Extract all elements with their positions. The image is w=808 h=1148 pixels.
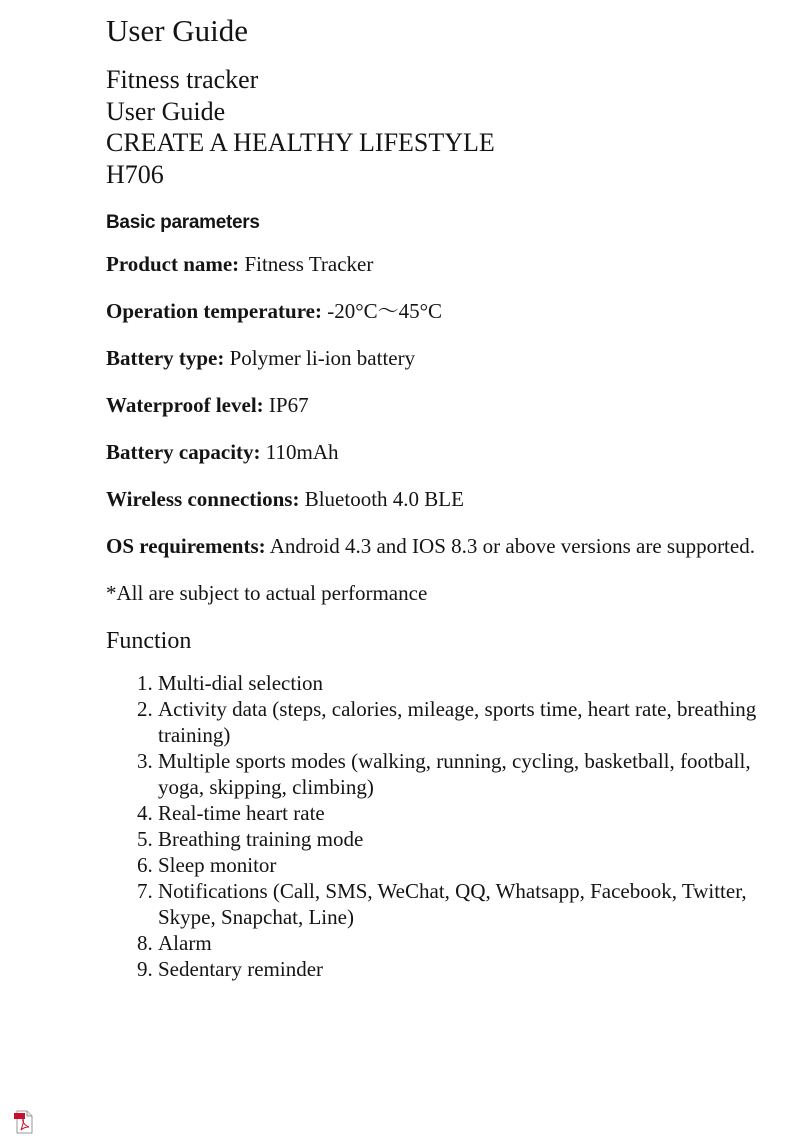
page-title: User Guide (106, 13, 249, 48)
document-page (106, 12, 766, 982)
list-item: 9. Sedentary reminder (158, 956, 766, 982)
param-label: Waterproof level: (106, 393, 264, 417)
list-item: 1. Multi-dial selection (158, 670, 766, 696)
param-value: Android 4.3 and IOS 8.3 or above versions are supported. (265, 534, 755, 558)
param-label: Battery type: (106, 346, 225, 370)
performance-note: *All are subject to actual performance (106, 581, 428, 605)
title-line: User Guide (106, 96, 226, 126)
list-item: 6. Sleep monitor (158, 852, 766, 878)
title-line: Fitness tracker (106, 65, 259, 94)
param-value: 110mAh (260, 440, 339, 464)
function-heading: Function (106, 628, 192, 654)
param-waterproof-level (106, 392, 766, 418)
title-line: CREATE A HEALTHY LIFESTYLE (106, 128, 495, 157)
title-line: H706 (106, 159, 164, 189)
param-label: Product name: (106, 252, 240, 276)
param-wireless-connections (106, 486, 766, 512)
list-item: 5. Breathing training mode (158, 826, 766, 852)
param-value: -20°C～45°C (321, 299, 443, 323)
param-product-name (106, 251, 766, 277)
param-label: Operation temperature: (106, 299, 322, 323)
list-item: 4. Real-time heart rate (158, 800, 766, 826)
param-label: Wireless connections: (106, 487, 300, 511)
param-battery-capacity (106, 439, 766, 465)
function-list (106, 670, 766, 982)
param-value: Fitness Tracker (239, 252, 374, 276)
title-block (106, 64, 766, 190)
param-operation-temperature (106, 298, 766, 324)
param-os-requirements (106, 533, 766, 559)
param-label: OS requirements: (106, 534, 266, 558)
param-label: Battery capacity: (106, 440, 261, 464)
list-item: 2. Activity data (steps, calories, mileage, sports time, heart rate, breathing training) (158, 696, 766, 748)
param-battery-type (106, 345, 766, 371)
basic-parameters-heading: Basic parameters (106, 212, 260, 233)
list-item: 8. Alarm (158, 930, 766, 956)
list-item: 7. Notifications (Call, SMS, WeChat, QQ, Whatsapp, Facebook, Twitter, Skype, Snapchat, Line) (158, 878, 766, 930)
param-value: Polymer li-ion battery (224, 346, 416, 370)
param-value: Bluetooth 4.0 BLE (299, 487, 464, 511)
pdf-file-icon (14, 1110, 34, 1134)
param-value: IP67 (263, 393, 309, 417)
list-item: 3. Multiple sports modes (walking, running, cycling, basketball, football, yoga, skipping, climbing) (158, 748, 766, 800)
